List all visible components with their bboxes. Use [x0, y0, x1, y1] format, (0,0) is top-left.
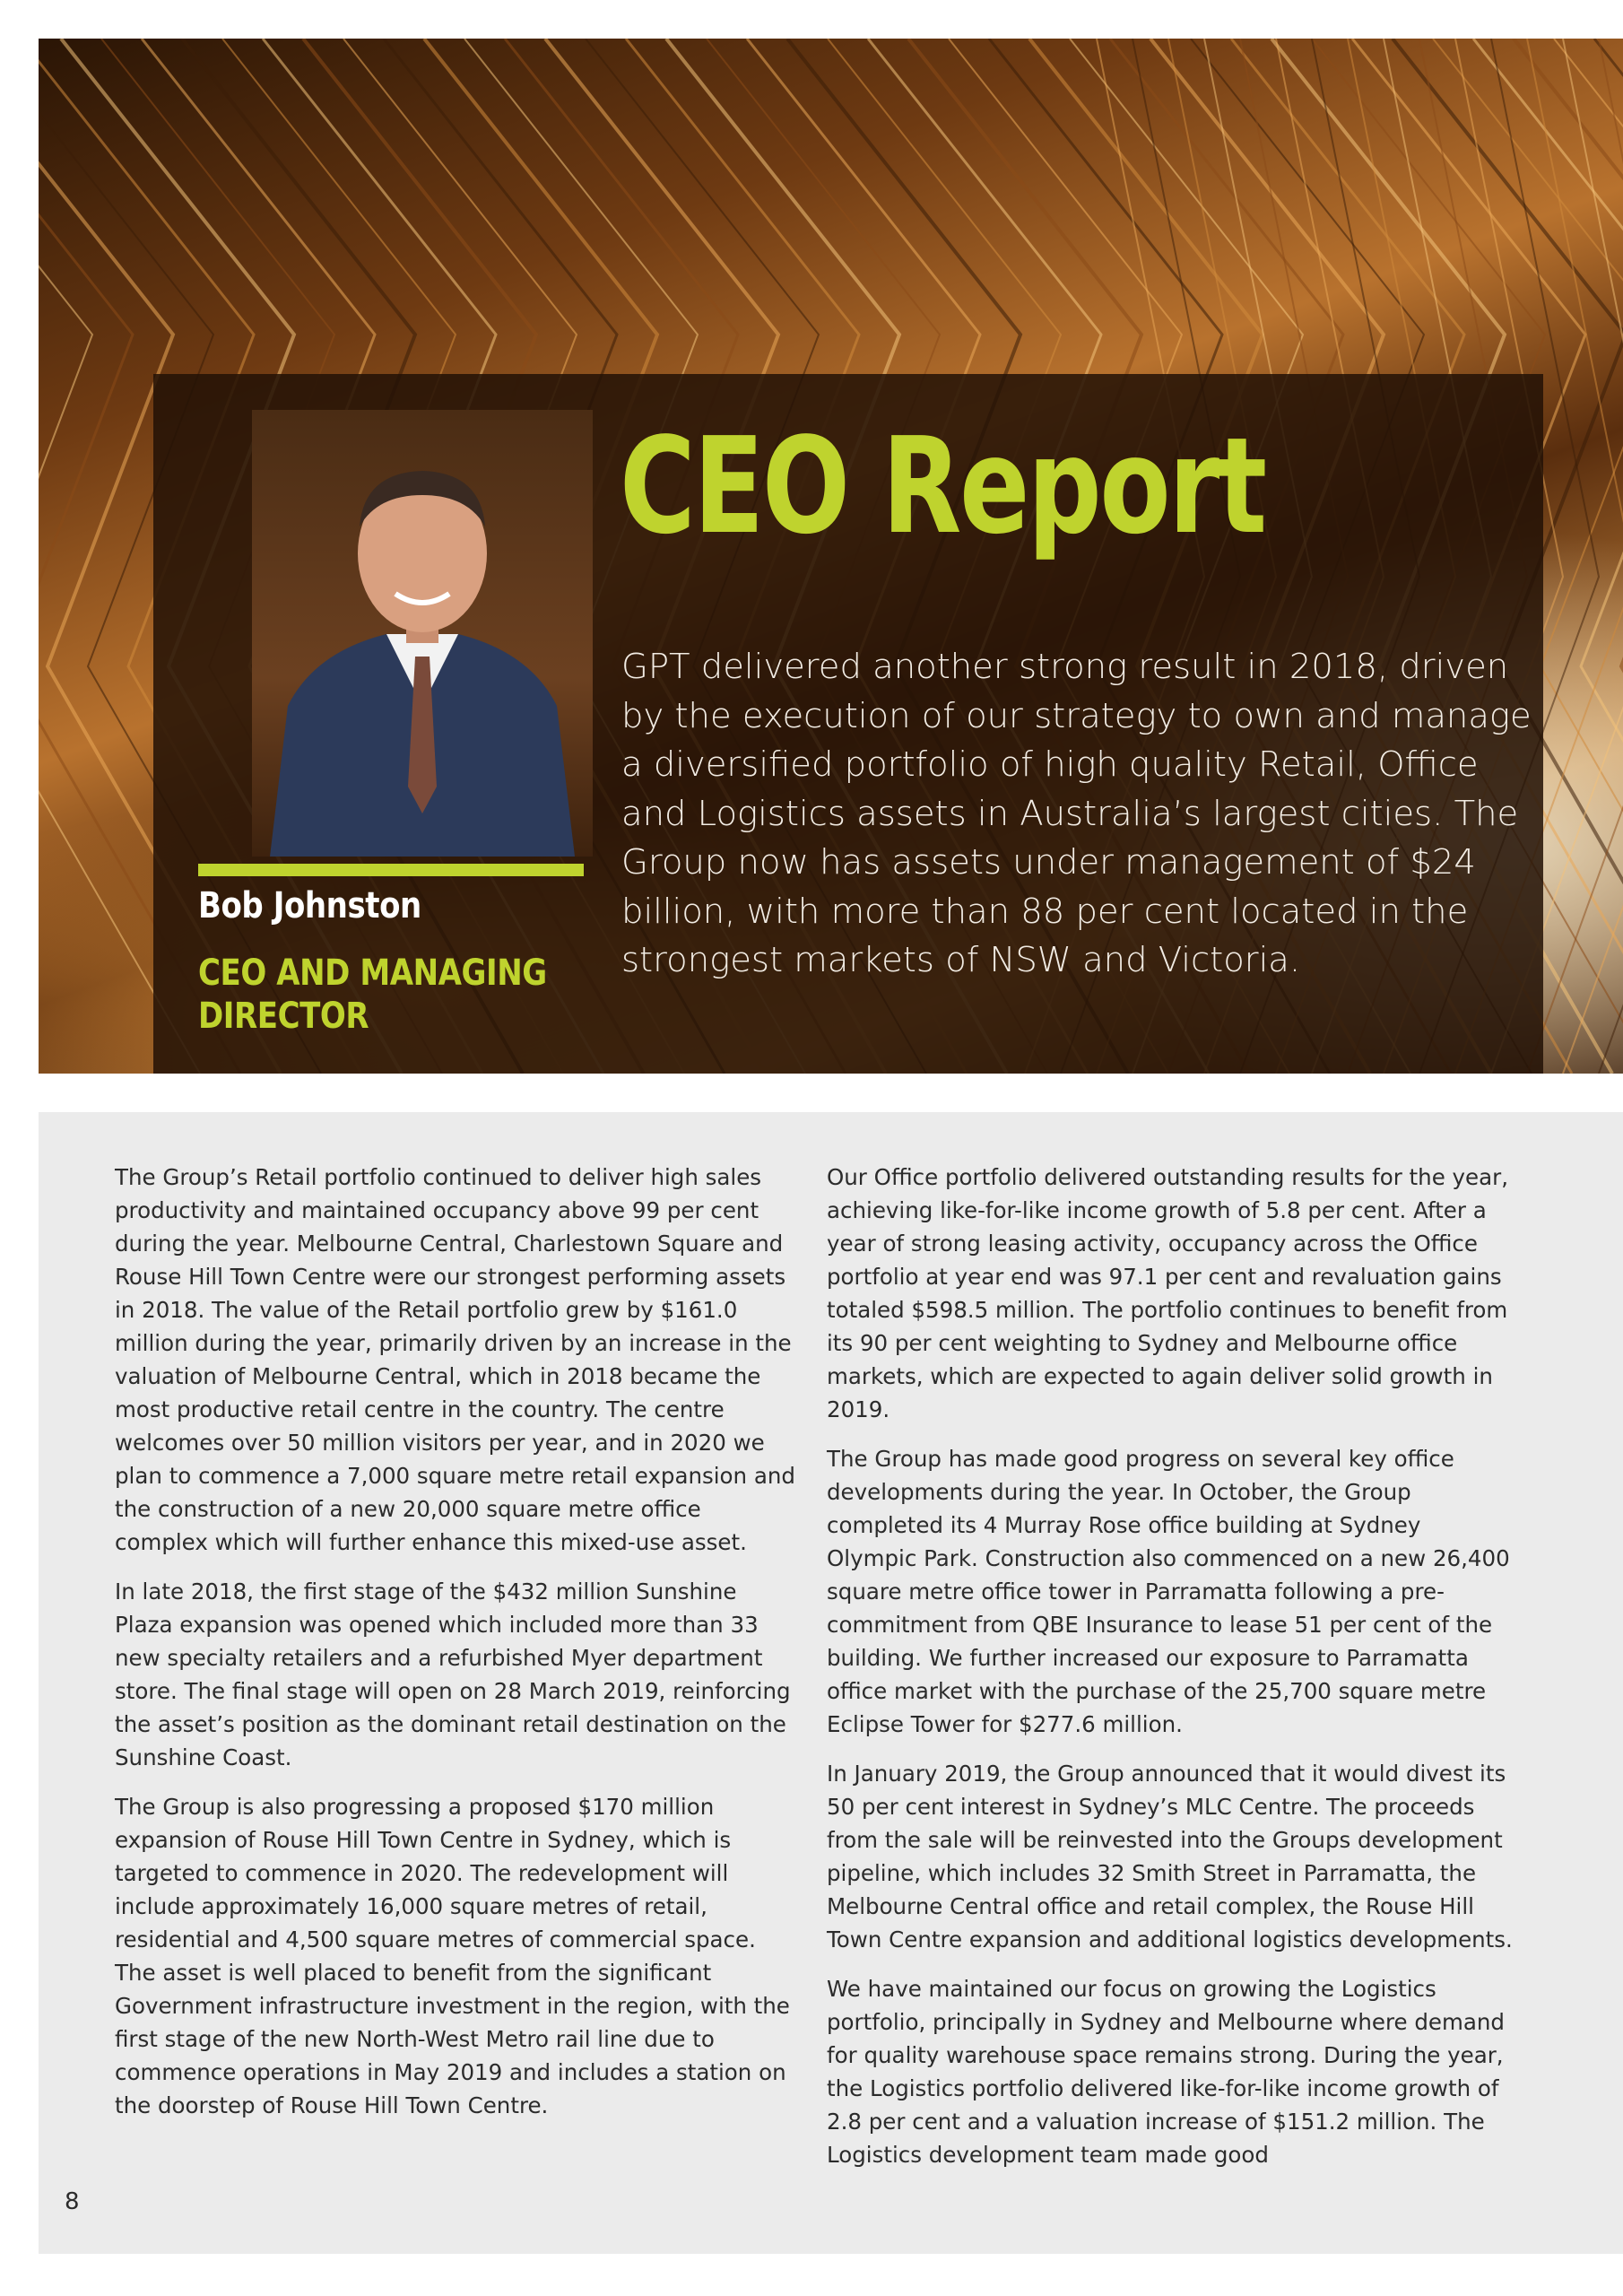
intro-paragraph: GPT delivered another strong result in 2018, driven by the execution of our strategy to own and manage a diversified portfolio of high quality Retail, Office and Logistics assets in Australia’s largest cities. The Group now has assets under management of $24 billion, with more than 88 per cent located in the strongest markets of NSW and Victoria.: [621, 647, 1532, 980]
body-paragraph: The Group is also progressing a proposed $170 million expansion of Rouse Hill Town Centre in Sydney, which is targeted to commence in 2020. The redevelopment will include approximately 16,000 square metres of retail, residential and 4,500 square metres of commercial space. The asset is well placed to benefit from the significant Government infrastructure investment in the region, with the first stage of the new North-West Metro rail line due to commence operations in May 2019 and includes a station on the doorstep of Rouse Hill Town Centre.: [115, 1794, 790, 2118]
page-title: CEO Report: [620, 409, 1265, 563]
hero-banner: [39, 39, 1623, 1074]
accent-bar: [198, 864, 584, 876]
left-column: [115, 1161, 796, 2138]
body-paragraph: In late 2018, the first stage of the $432 million Sunshine Plaza expansion was opened which included more than 33 new specialty retailers and a refurbished Myer department store. The final stage will open on 28 March 2019, reinforcing the asset’s position as the dominant retail destination on the Sunshine Coast.: [115, 1578, 791, 1770]
ceo-name: Bob Johnston: [198, 885, 421, 926]
header-overlay-panel: [153, 374, 1543, 1074]
page-number: 8: [65, 2188, 80, 2215]
body-paragraph: We have maintained our focus on growing the Logistics portfolio, principally in Sydney and Melbourne where demand for quality warehouse space remains strong. During the year, the Logistics portfolio delivered like-for-like income growth of 2.8 per cent and a valuation increase of $151.2 million. The Logistics development team made good: [827, 1976, 1505, 2168]
ceo-portrait-illustration: [252, 410, 593, 857]
body-paragraph: Our Office portfolio delivered outstanding results for the year, achieving like-for-like income growth of 5.8 per cent. After a year of strong leasing activity, occupancy across the Office portfolio at year end was 97.1 per cent and revaluation gains totaled $598.5 million. The portfolio continues to benefit from its 90 per cent weighting to Sydney and Melbourne office markets, which are expected to again deliver solid growth in 2019.: [827, 1164, 1509, 1422]
ceo-role: CEO AND MANAGING DIRECTOR: [198, 952, 547, 1037]
body-paragraph: The Group’s Retail portfolio continued to deliver high sales productivity and maintained occupancy above 99 per cent during the year. Melbourne Central, Charlestown Square and Rouse Hill Town Centre were our strongest performing assets in 2018. The value of the Retail portfolio grew by $161.0 million during the year, primarily driven by an increase in the valuation of Melbourne Central, which in 2018 became the most productive retail centre in the country. The centre welcomes over 50 million visitors per year, and in 2020 we plan to commence a 7,000 square metre retail expansion and the construction of a new 20,000 square metre office complex which will further enhance this mixed-use asset.: [115, 1164, 795, 1555]
body-paragraph: The Group has made good progress on several key office developments during the year. In October, the Group completed its 4 Murray Rose office building at Sydney Olympic Park. Construction also commenced on a new 26,400 square metre office tower in Parramatta following a pre-commitment from QBE Insurance to lease 51 per cent of the building. We further increased our exposure to Parramatta office market with the purchase of the 25,700 square metre Eclipse Tower for $277.6 million.: [827, 1446, 1510, 1737]
ceo-portrait: [252, 410, 593, 857]
report-body: [39, 1112, 1623, 2254]
right-column: [827, 1161, 1517, 2187]
body-paragraph: In January 2019, the Group announced that it would divest its 50 per cent interest in Sydney’s MLC Centre. The proceeds from the sale will be reinvested into the Groups development pipeline, which includes 32 Smith Street in Parramatta, the Melbourne Central office and retail complex, the Rouse Hill Town Centre expansion and additional logistics developments.: [827, 1761, 1513, 1952]
